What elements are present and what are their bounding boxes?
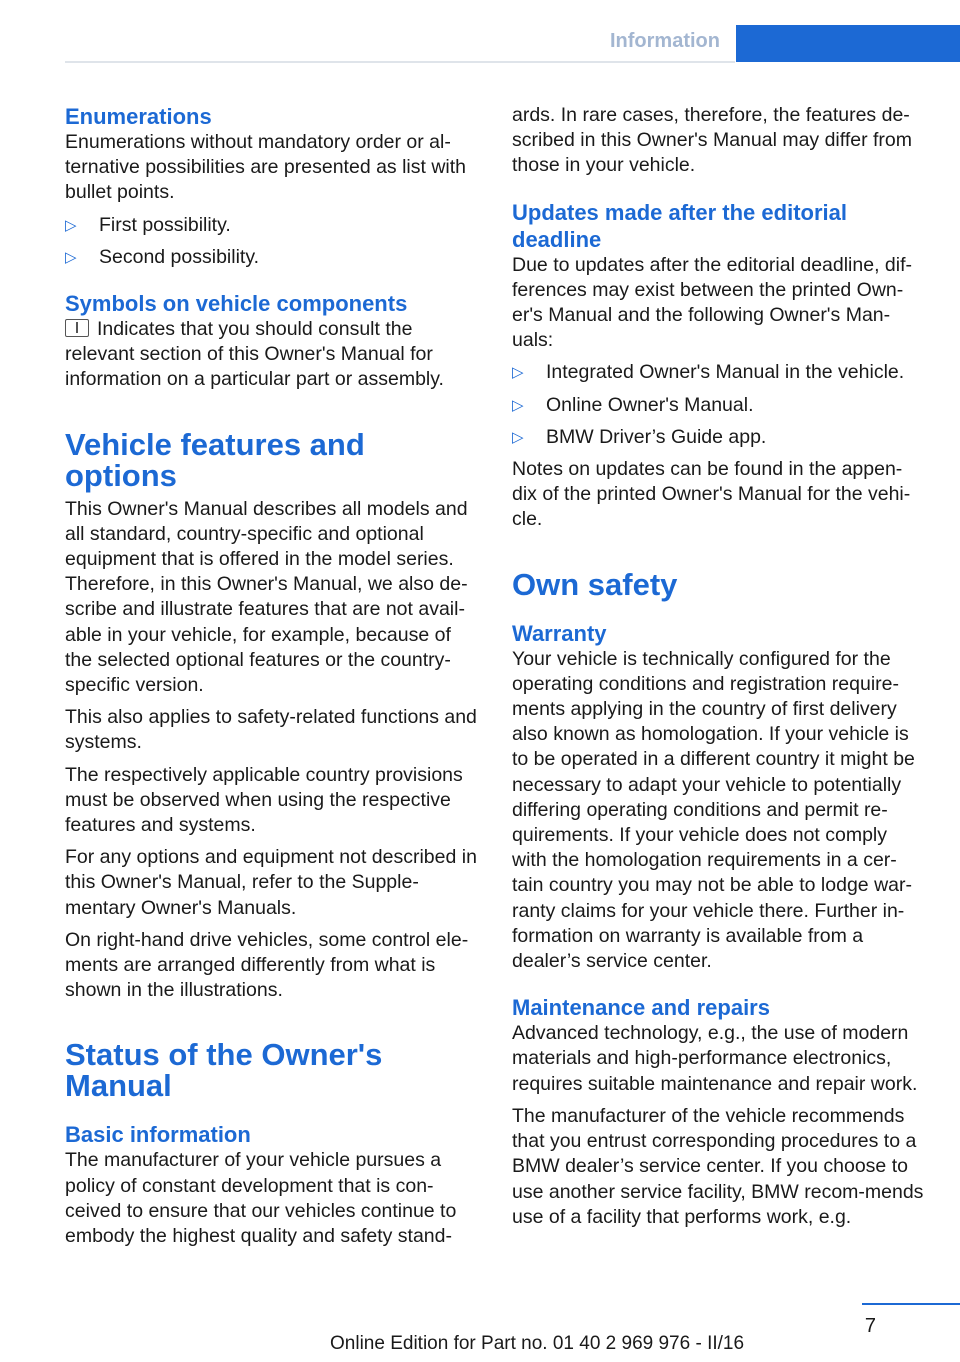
enumerations-text: Enumerations without mandatory order or al-ternative possibilities are presented as list with bullet points. [65, 131, 467, 204]
enumerations-list [65, 213, 480, 270]
page-number: 7 [864, 1315, 876, 1337]
left-column [65, 103, 480, 1256]
features-heading: Vehicle features and options [65, 426, 365, 493]
symbols-text: Indicates that you should consult the relevant section of this Owner's Manual for information on a particular part or assembly. [65, 318, 444, 391]
list-item: ▷ Second possibility. [65, 245, 480, 270]
list-item: ▷ First possibility. [65, 213, 480, 238]
list-item: ▷ Online Owner's Manual. [512, 393, 927, 418]
triangle-right-icon: ▷ [65, 216, 77, 234]
warranty-text: Your vehicle is technically configured for the operating conditions and registration require-ments applying in the country of first delivery also known as homologation. If your vehicle is to be operated in a different country it might be necessary to adapt your vehicle to potentially differing operating conditions and permit re-quirements. If your vehicle does not comply with the homologation requirements in a cer-tain country you may not be able to lodge war-ranty claims for your vehicle there. Further in-formation on warranty is available from a dealer’s service center. [512, 647, 915, 973]
list-item: ▷ BMW Driver’s Guide app. [512, 425, 927, 450]
updates-list [512, 360, 927, 450]
features-paragraph: On right-hand drive vehicles, some control ele-ments are arranged differently from what is shown in the illustrations. [65, 928, 469, 1002]
header-title: Information [610, 30, 720, 52]
warranty-heading: Warranty [512, 620, 607, 646]
triangle-right-icon: ▷ [65, 248, 77, 266]
header-accent-block [736, 25, 960, 62]
features-paragraph: For any options and equipment not described in this Owner's Manual, refer to the Supple-mentary Owner's Manuals. [65, 846, 477, 919]
right-column [512, 103, 927, 1237]
edition-text: Online Edition for Part no. 01 40 2 969 976 - II/16 [330, 1333, 745, 1354]
features-paragraph: The respectively applicable country provisions must be observed when using the respective features and systems. [65, 763, 463, 837]
symbols-heading: Symbols on vehicle components [65, 291, 408, 317]
updates-text: Due to updates after the editorial deadline, dif-ferences may exist between the printed Own-er's Manual and the following Owner's Man-uals: [512, 253, 913, 352]
updates-note: Notes on updates can be found in the appen-dix of the printed Owner's Manual for the vehi-cle. [512, 458, 911, 531]
enumerations-heading: Enumerations [65, 104, 212, 129]
triangle-right-icon: ▷ [512, 364, 524, 382]
footer-rule [862, 1303, 960, 1305]
maintenance-paragraph: Advanced technology, e.g., the use of modern materials and high-performance electronics, requires suitable maintenance and repair work. [512, 1022, 918, 1095]
basic-info-continued: ards. In rare cases, therefore, the features de-scribed in this Owner's Manual may differ from those in your vehicle. [512, 104, 913, 177]
triangle-right-icon: ▷ [512, 396, 524, 414]
features-paragraph: This also applies to safety-related functions and systems. [65, 706, 477, 754]
own-safety-heading: Own safety [512, 566, 678, 602]
status-heading: Status of the Owner's Manual [65, 1037, 383, 1104]
list-item: ▷ Integrated Owner's Manual in the vehicle. [512, 360, 927, 385]
maintenance-heading: Maintenance and repairs [512, 995, 770, 1021]
updates-heading: Updates made after the editorial deadline [512, 199, 847, 252]
basic-info-text: The manufacturer of your vehicle pursues a policy of constant development that is con-ceived to ensure that our vehicles continue to embody the highest quality and safety stand- [65, 1149, 457, 1248]
manual-symbol-icon [65, 319, 89, 337]
header-rule [65, 61, 735, 63]
triangle-right-icon: ▷ [512, 428, 524, 446]
maintenance-paragraph: The manufacturer of the vehicle recommends that you entrust corresponding procedures to a BMW dealer’s service center. If you choose to use another service facility, BMW recom-mends use of a facility that performs work, e.g. [512, 1104, 924, 1228]
basic-info-heading: Basic information [65, 1122, 251, 1148]
features-paragraph: This Owner's Manual describes all models and all standard, country-specific and optional equipment that is offered in the model series. Therefore, in this Owner's Manual, we also de-scribe and illustrate features that are not avail-able in your vehicle, for example, because of the selected optional features or the country-specific version. [65, 497, 468, 697]
